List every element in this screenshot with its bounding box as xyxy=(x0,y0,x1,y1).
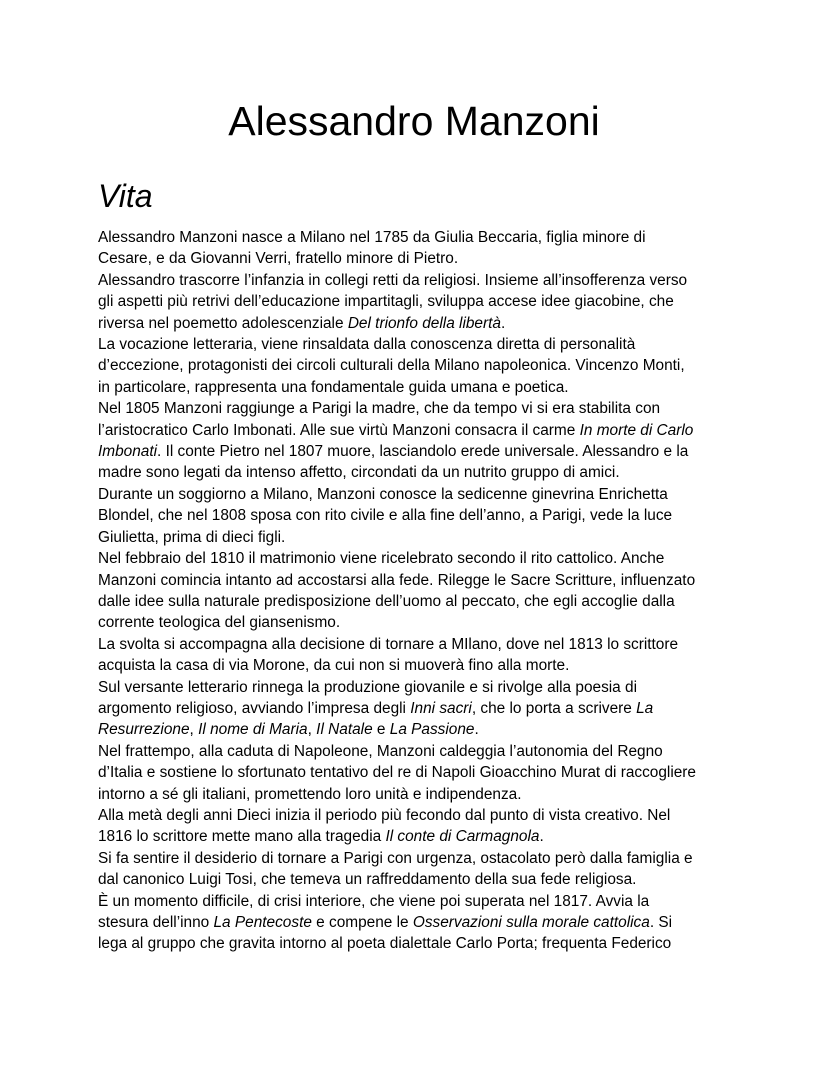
text-line xyxy=(98,441,738,462)
text-line xyxy=(98,655,738,676)
text-segment: , xyxy=(307,721,317,739)
text-segment: gli aspetti più retrivi dell’educazione impartitagli, sviluppa accese idee giacobine, che xyxy=(98,293,674,311)
text-line xyxy=(98,484,738,505)
text-line xyxy=(98,291,738,312)
text-segment: riversa nel poemetto adolescenziale xyxy=(98,314,348,332)
text-segment: madre sono legati da intenso affetto, circondati da un nutrito gruppo di amici. xyxy=(98,464,620,482)
text-line xyxy=(98,848,738,869)
italic-title-text: In morte di Carlo xyxy=(579,421,694,439)
italic-title-text: Osservazioni sulla morale cattolica xyxy=(412,914,650,931)
text-line xyxy=(98,462,738,483)
text-segment: Si fa sentire il desiderio di tornare a Parigi con urgenza, ostacolato però dalla famiglia e xyxy=(98,849,693,867)
text-segment: dalle idee sulla naturale predisposizione dell’uomo al peccato, che egli accoglie dalla xyxy=(98,592,675,610)
text-line xyxy=(98,313,738,334)
text-segment: stesura dell’inno xyxy=(98,914,214,931)
text-segment: La svolta si accompagna alla decisione di tornare a MIlano, dove nel 1813 lo scrittore xyxy=(98,635,679,653)
italic-title-text: Il Natale xyxy=(316,721,373,739)
text-segment: Cesare, e da Giovanni Verri, fratello minore di Pietro. xyxy=(98,250,459,268)
text-segment: Manzoni comincia intanto ad accostarsi alla fede. Rilegge le Sacre Scritture, influenzato xyxy=(98,571,696,589)
text-line xyxy=(98,227,738,248)
text-segment: , che lo porta a scrivere xyxy=(471,699,637,717)
text-line xyxy=(98,505,738,526)
text-line xyxy=(98,912,738,933)
text-segment: dal canonico Luigi Tosi, che temeva un raffreddamento della sua fede religiosa. xyxy=(98,871,637,889)
text-segment: l’aristocratico Carlo Imbonati. Alle sue virtù Manzoni consacra il carme xyxy=(98,421,580,439)
text-segment: in particolare, rappresenta una fondamentale guida umana e poetica. xyxy=(98,378,569,396)
text-line xyxy=(98,805,738,826)
text-segment: . Il conte Pietro nel 1807 muore, lasciandolo erede universale. Alessandro e la xyxy=(157,443,689,461)
text-segment: Giulietta, prima di dieci figli. xyxy=(98,528,286,546)
text-segment: Nel 1805 Manzoni raggiunge a Parigi la madre, che da tempo vi si era stabilita con xyxy=(98,400,661,418)
text-segment: . xyxy=(500,314,506,332)
italic-title-text: Inni sacri xyxy=(410,699,472,717)
text-line xyxy=(98,891,738,912)
text-line xyxy=(98,719,738,740)
text-line xyxy=(98,698,738,719)
text-segment: Nel febbraio del 1810 il matrimonio viene ricelebrato secondo il rito cattolico. Anche xyxy=(98,550,665,568)
text-line xyxy=(98,762,738,783)
biography-text xyxy=(98,227,738,955)
text-line xyxy=(98,420,738,441)
text-line xyxy=(98,634,738,655)
text-segment: corrente teologica del giansenismo. xyxy=(98,614,341,632)
text-segment: acquista la casa di via Morone, da cui non si muoverà fino alla morte. xyxy=(98,657,570,675)
text-segment: Alla metà degli anni Dieci inizia il periodo più fecondo dal punto di vista creativo. Nel xyxy=(98,806,671,824)
text-segment: . xyxy=(539,828,544,846)
text-segment: . xyxy=(474,721,479,739)
text-line xyxy=(98,355,738,376)
text-line xyxy=(98,784,738,805)
text-segment: , xyxy=(189,721,199,739)
italic-title-text: Imbonati xyxy=(98,443,158,461)
text-segment: . Si xyxy=(649,914,673,931)
text-segment: d’eccezione, protagonisti dei circoli culturali della Milano napoleonica. Vincenzo Monti, xyxy=(98,357,685,375)
text-line xyxy=(98,270,738,291)
text-line xyxy=(98,398,738,419)
text-line xyxy=(98,677,738,698)
text-segment: argomento religioso, avviando l’impresa degli xyxy=(98,699,411,717)
text-segment: d’Italia e sostiene lo sfortunato tentativo del re di Napoli Gioacchino Murat di raccogliere xyxy=(98,764,696,782)
text-segment: La vocazione letteraria, viene rinsaldata dalla conoscenza diretta di personalità xyxy=(98,336,636,354)
text-segment: intorno a sé gli italiani, promettendo loro unità e indipendenza. xyxy=(98,785,522,803)
text-line xyxy=(98,869,738,890)
text-segment: Sul versante letterario rinnega la produzione giovanile e si rivolge alla poesia di xyxy=(98,678,637,696)
italic-title-text: La Pentecoste xyxy=(213,914,312,931)
text-line xyxy=(98,570,738,591)
text-line xyxy=(98,248,738,269)
text-segment: È un momento difficile, di crisi interiore, che viene poi superata nel 1817. Avvia la xyxy=(98,892,650,910)
text-line xyxy=(98,548,738,569)
text-segment: lega al gruppo che gravita intorno al poeta dialettale Carlo Porta; frequenta Federico xyxy=(98,935,672,953)
text-segment: e compene le xyxy=(311,914,413,931)
text-segment: 1816 lo scrittore mette mano alla tragedia xyxy=(98,828,386,846)
text-line xyxy=(98,527,738,548)
text-line xyxy=(98,741,738,762)
italic-title-text: La Passione xyxy=(389,721,475,739)
italic-title-text: Del trionfo della libertà xyxy=(347,314,501,332)
text-segment: Blondel, che nel 1808 sposa con rito civile e alla fine dell’anno, a Parigi, vede la luce xyxy=(98,507,673,525)
text-line xyxy=(98,377,738,398)
italic-title-text: Resurrezione xyxy=(98,721,190,739)
text-line xyxy=(98,334,738,355)
text-segment: e xyxy=(372,721,390,739)
text-line xyxy=(98,826,738,847)
italic-title-text: Il conte di Carmagnola xyxy=(385,828,540,846)
text-segment: Alessandro Manzoni nasce a Milano nel 1785 da Giulia Beccaria, figlia minore di xyxy=(98,229,646,246)
text-segment: Alessandro trascorre l’infanzia in collegi retti da religiosi. Insieme all’insofferenza verso xyxy=(98,271,688,289)
italic-title-text: La xyxy=(636,699,654,717)
section-heading-vita: Vita xyxy=(98,178,153,214)
text-segment: Durante un soggiorno a Milano, Manzoni conosce la sedicenne ginevrina Enrichetta xyxy=(98,485,668,503)
text-line xyxy=(98,612,738,633)
text-line xyxy=(98,933,738,954)
document-title: Alessandro Manzoni xyxy=(228,98,600,144)
text-segment: Nel frattempo, alla caduta di Napoleone, Manzoni caldeggia l’autonomia del Regno xyxy=(98,742,663,760)
italic-title-text: Il nome di Maria xyxy=(198,721,308,739)
text-line xyxy=(98,591,738,612)
